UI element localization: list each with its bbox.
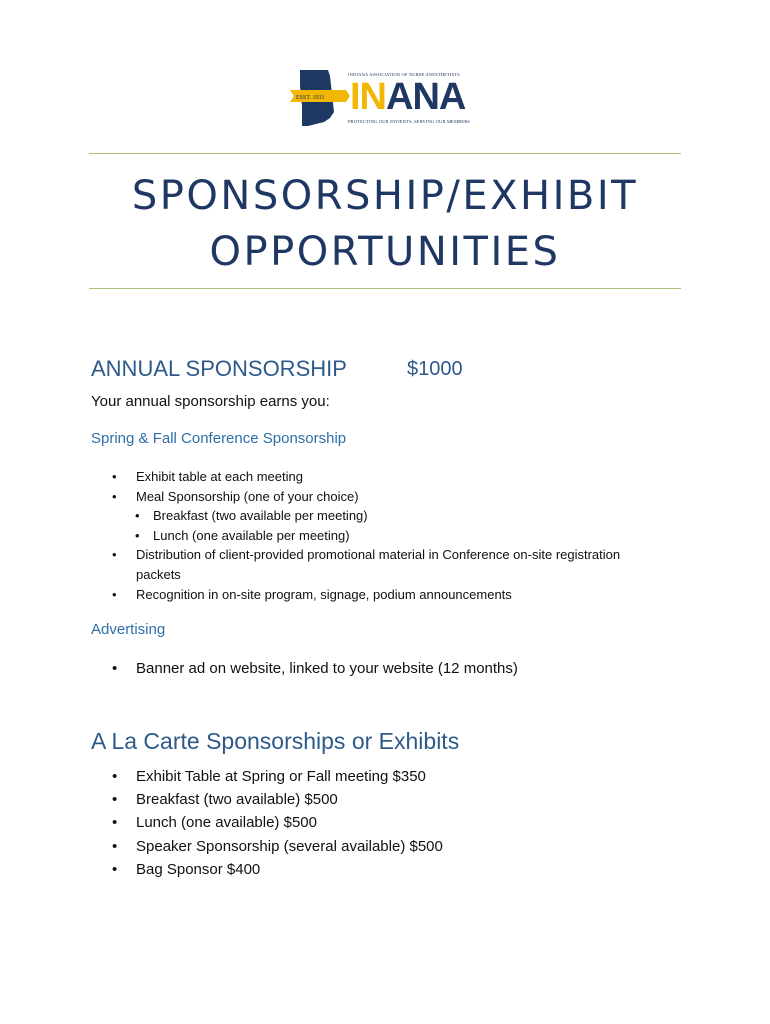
top-divider [89, 153, 681, 154]
list-item: • Recognition in on-site program, signage, podium announcements [91, 585, 691, 605]
list-item: • Exhibit table at each meeting [91, 467, 691, 487]
logo-top-text: INDIANA ASSOCIATION OF NURSE ANESTHETISTS [348, 72, 460, 77]
list-item: • Distribution of client-provided promotional material in Conference on-site registration [91, 545, 691, 565]
inana-logo [288, 66, 484, 130]
advertising-list [91, 658, 691, 680]
conference-list [91, 467, 691, 604]
list-item: • Lunch (one available per meeting) [91, 526, 691, 546]
list-item: • Bag Sponsor $400 [91, 858, 691, 881]
alacarte-list [91, 765, 691, 881]
bottom-divider [89, 288, 681, 289]
logo-word-in: IN [350, 76, 386, 118]
annual-sponsorship-heading: ANNUAL SPONSORSHIP [91, 356, 347, 381]
annual-sponsorship-price: $1000 [407, 358, 463, 380]
annual-earns-text: Your annual sponsorship earns you: [91, 393, 330, 410]
page-title-line-2: OPPORTUNITIES [209, 229, 561, 275]
list-item: • Meal Sponsorship (one of your choice) [91, 487, 691, 507]
list-item: • Lunch (one available) $500 [91, 811, 691, 834]
advertising-heading: Advertising [91, 621, 166, 638]
logo-word-ana: ANA [386, 76, 466, 118]
list-item: • Exhibit Table at Spring or Fall meeting $350 [91, 765, 691, 788]
page-title [89, 168, 681, 280]
page-title-line-1: SPONSORSHIP/EXHIBIT [131, 173, 639, 219]
list-item: • Banner ad on website, linked to your website (12 months) [91, 658, 691, 680]
logo-badge: ESST. 1933 [296, 95, 325, 101]
list-item-continuation: packets [136, 566, 181, 582]
logo-tagline: PROTECTING OUR PATIENTS, SERVING OUR MEMBERS [348, 119, 471, 124]
conference-heading: Spring & Fall Conference Sponsorship [91, 430, 347, 447]
alacarte-heading: A La Carte Sponsorships or Exhibits [91, 728, 460, 754]
list-item: • Breakfast (two available per meeting) [91, 506, 691, 526]
list-item: • Breakfast (two available) $500 [91, 788, 691, 811]
list-item: • Speaker Sponsorship (several available) $500 [91, 835, 691, 858]
logo-wordmark [350, 77, 465, 117]
